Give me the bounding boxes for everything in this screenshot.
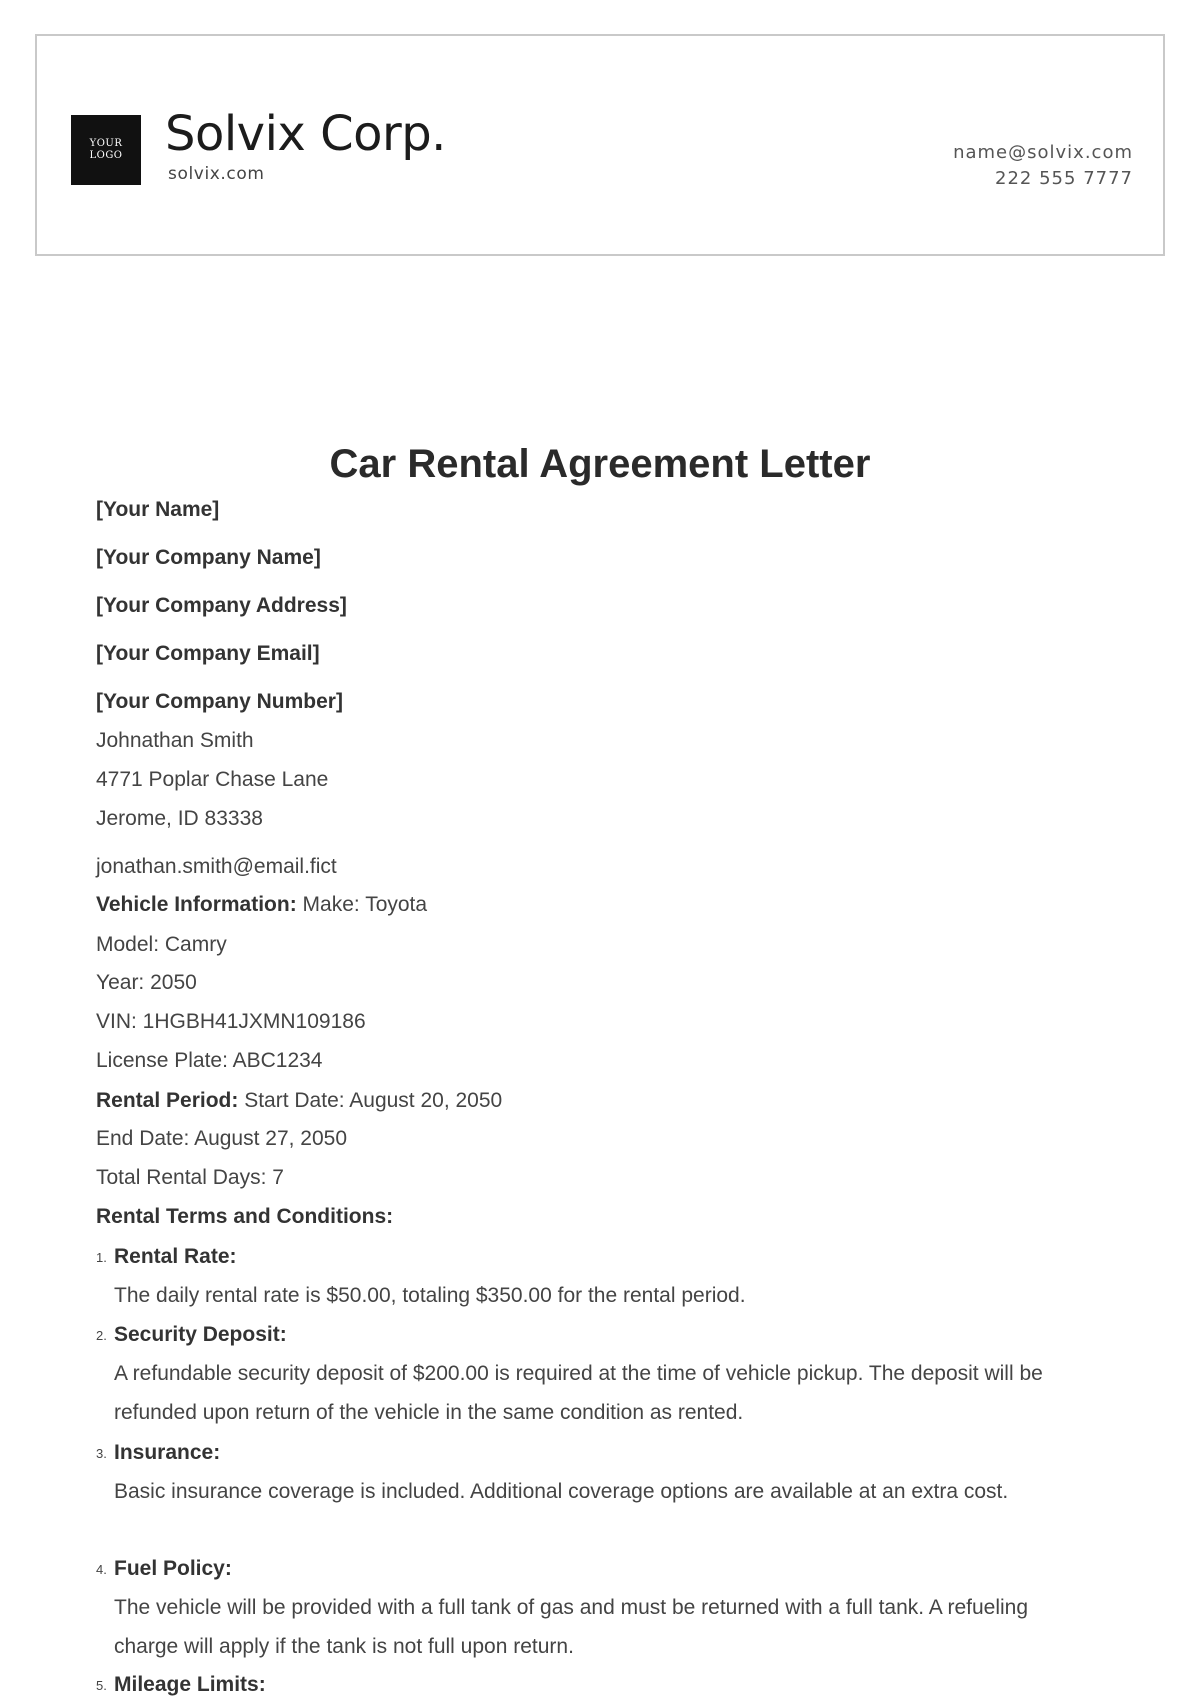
sender-name: [Your Name] [96, 498, 220, 521]
term-number: 2. [96, 1328, 107, 1343]
contact-phone: 222 555 7777 [995, 168, 1133, 189]
rental-start-date: Start Date: August 20, 2050 [244, 1089, 503, 1112]
term-number: 4. [96, 1562, 107, 1577]
term-heading-mileage-limits: Mileage Limits: [114, 1673, 266, 1696]
term-number: 5. [96, 1678, 107, 1693]
sender-company-email: [Your Company Email] [96, 642, 320, 665]
logo-text-line1: YOUR [89, 138, 123, 149]
vehicle-info-line [96, 891, 427, 919]
term-heading-security-deposit: Security Deposit: [114, 1323, 287, 1346]
company-website: solvix.com [168, 164, 265, 184]
rental-end-date: End Date: August 27, 2050 [96, 1127, 348, 1150]
sender-company-name: [Your Company Name] [96, 546, 321, 569]
vehicle-model: Model: Camry [96, 933, 227, 956]
vehicle-info-label: Vehicle Information: [96, 893, 297, 916]
vehicle-year: Year: 2050 [96, 971, 197, 994]
company-name: Solvix Corp. [165, 106, 446, 162]
contact-email: name@solvix.com [953, 142, 1133, 163]
vehicle-vin: VIN: 1HGBH41JXMN109186 [96, 1010, 366, 1033]
recipient-street: 4771 Poplar Chase Lane [96, 768, 329, 791]
company-logo [71, 115, 141, 185]
letterhead [35, 34, 1165, 256]
contact-info [953, 140, 1133, 192]
rental-period-label: Rental Period: [96, 1089, 239, 1112]
logo-text-line2: LOGO [89, 150, 123, 161]
sender-company-address: [Your Company Address] [96, 594, 347, 617]
term-body-insurance: Basic insurance coverage is included. Additional coverage options are available at an extra cost. [114, 1480, 1009, 1503]
vehicle-license-plate: License Plate: ABC1234 [96, 1049, 323, 1072]
sender-company-number: [Your Company Number] [96, 690, 343, 713]
rental-total-days: Total Rental Days: 7 [96, 1166, 284, 1189]
term-body-rental-rate: The daily rental rate is $50.00, totaling $350.00 for the rental period. [114, 1284, 746, 1307]
terms-heading: Rental Terms and Conditions: [96, 1205, 394, 1228]
term-number: 1. [96, 1250, 107, 1265]
term-heading-fuel-policy: Fuel Policy: [114, 1557, 232, 1580]
vehicle-make: Make: Toyota [302, 893, 428, 916]
term-heading-insurance: Insurance: [114, 1441, 221, 1464]
term-body-security-deposit: A refundable security deposit of $200.00 is required at the time of vehicle pickup. The deposit will be refunded upon return of the vehicle in the same condition as rented. [114, 1362, 1043, 1424]
rental-period-line [96, 1087, 502, 1115]
document-title: Car Rental Agreement Letter [329, 442, 871, 486]
term-body-fuel-policy: The vehicle will be provided with a full tank of gas and must be returned with a full tank. A refueling charge will apply if the tank is not full upon return. [114, 1596, 1029, 1658]
term-number: 3. [96, 1446, 107, 1461]
recipient-name: Johnathan Smith [96, 729, 254, 752]
term-heading-rental-rate: Rental Rate: [114, 1245, 237, 1268]
recipient-city: Jerome, ID 83338 [96, 807, 263, 830]
recipient-email: jonathan.smith@email.fict [96, 855, 337, 878]
